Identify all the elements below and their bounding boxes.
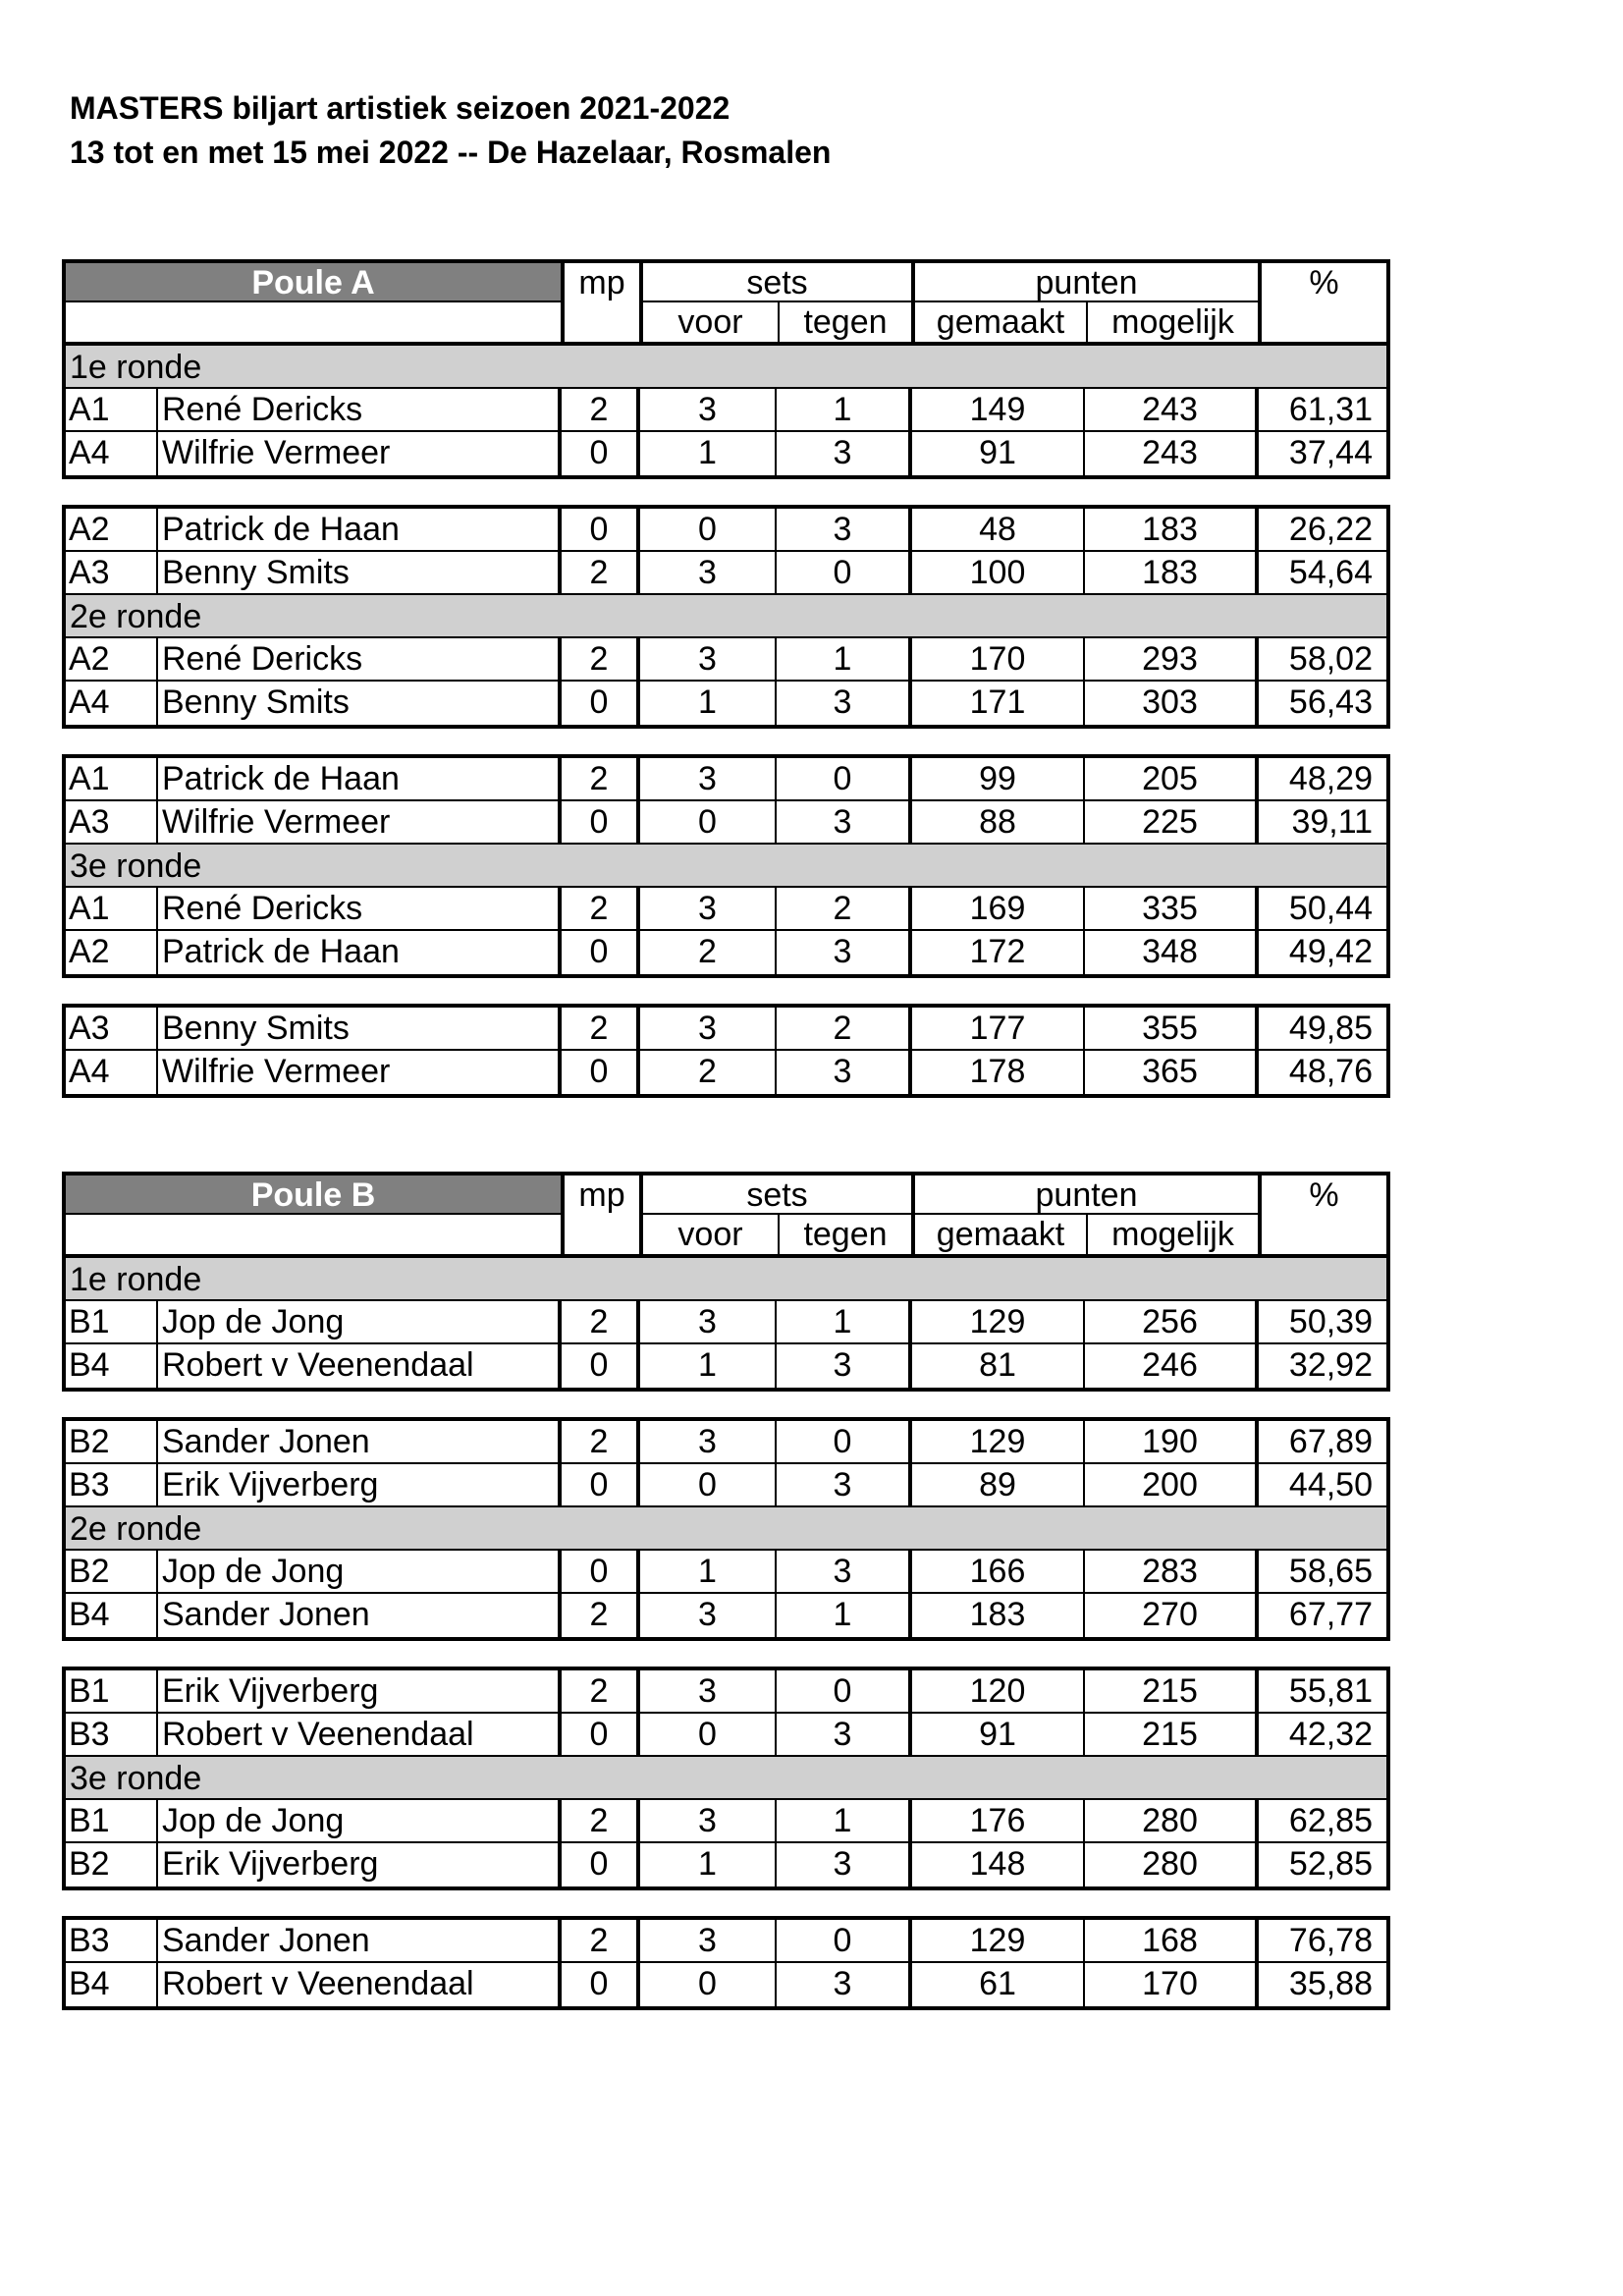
header-gemaakt: gemaakt — [915, 1215, 1088, 1254]
punten-mogelijk: 256 — [1085, 1301, 1259, 1342]
table-row — [66, 1843, 1386, 1886]
match-points: 2 — [562, 389, 640, 430]
player-name: Patrick de Haan — [158, 509, 562, 550]
player-name: Wilfrie Vermeer — [158, 801, 562, 843]
table-row — [66, 1301, 1386, 1344]
header-blank — [66, 302, 565, 342]
table-row — [66, 1963, 1386, 2006]
punten-gemaakt: 171 — [912, 682, 1085, 725]
player-name: René Dericks — [158, 638, 562, 680]
punten-gemaakt: 148 — [912, 1843, 1085, 1886]
spacer — [62, 1641, 1390, 1667]
table-row — [66, 1008, 1386, 1051]
player-name: Robert v Veenendaal — [158, 1714, 562, 1755]
percentage: 62,85 — [1288, 1802, 1373, 1839]
punten-mogelijk: 200 — [1085, 1464, 1259, 1505]
header-mp: mp — [565, 263, 643, 342]
punten-mogelijk: 243 — [1085, 389, 1259, 430]
percentage: 49,85 — [1288, 1010, 1373, 1047]
player-name: Wilfrie Vermeer — [158, 432, 562, 475]
sets-tegen: 3 — [777, 1464, 912, 1505]
punten-mogelijk: 270 — [1085, 1594, 1259, 1637]
player-name: Erik Vijverberg — [158, 1843, 562, 1886]
spacer — [62, 1890, 1390, 1916]
document-title: MASTERS biljart artistiek seizoen 2021-2022 — [70, 90, 730, 126]
document-subtitle: 13 tot en met 15 mei 2022 -- De Hazelaar, Rosmalen — [70, 135, 832, 170]
punten-mogelijk: 183 — [1085, 509, 1259, 550]
player-id: A3 — [66, 801, 158, 843]
percentage: 56,43 — [1288, 683, 1373, 721]
percentage: 37,44 — [1288, 434, 1373, 471]
round-label: 3e ronde — [66, 1757, 1386, 1800]
sets-tegen: 3 — [777, 1551, 912, 1592]
header-sets: sets — [643, 263, 915, 302]
header-mogelijk: mogelijk — [1088, 1215, 1262, 1254]
sets-voor: 0 — [640, 509, 777, 550]
header-percent: % — [1309, 1176, 1339, 1214]
percentage: 67,89 — [1288, 1423, 1373, 1460]
header-tegen: tegen — [780, 1215, 915, 1254]
table-row — [66, 801, 1386, 845]
player-name: René Dericks — [158, 888, 562, 929]
player-id: B4 — [66, 1963, 158, 2006]
punten-mogelijk: 170 — [1085, 1963, 1259, 2006]
punten-gemaakt: 81 — [912, 1344, 1085, 1388]
player-name: Wilfrie Vermeer — [158, 1051, 562, 1094]
table-row — [66, 638, 1386, 682]
round-label: 2e ronde — [66, 1507, 1386, 1551]
table-row — [66, 432, 1386, 475]
spacer — [62, 729, 1390, 754]
player-id: B4 — [66, 1594, 158, 1637]
player-name: Jop de Jong — [158, 1301, 562, 1342]
percentage: 48,29 — [1288, 760, 1373, 797]
punten-mogelijk: 215 — [1085, 1670, 1259, 1712]
punten-gemaakt: 169 — [912, 888, 1085, 929]
match-points: 2 — [562, 1594, 640, 1637]
sets-voor: 1 — [640, 1344, 777, 1388]
punten-mogelijk: 283 — [1085, 1551, 1259, 1592]
punten-mogelijk: 190 — [1085, 1421, 1259, 1462]
sets-voor: 3 — [640, 1920, 777, 1961]
player-name: Benny Smits — [158, 1008, 562, 1049]
match-points: 0 — [562, 1963, 640, 2006]
player-id: B3 — [66, 1714, 158, 1755]
percentage: 76,78 — [1288, 1922, 1373, 1959]
punten-gemaakt: 48 — [912, 509, 1085, 550]
player-id: B2 — [66, 1421, 158, 1462]
player-id: A2 — [66, 638, 158, 680]
punten-mogelijk: 205 — [1085, 758, 1259, 799]
sets-tegen: 2 — [777, 1008, 912, 1049]
sets-voor: 3 — [640, 1594, 777, 1637]
player-name: Jop de Jong — [158, 1800, 562, 1841]
sets-voor: 0 — [640, 1963, 777, 2006]
sets-tegen: 1 — [777, 1800, 912, 1841]
sets-voor: 0 — [640, 801, 777, 843]
header-mp: mp — [565, 1175, 643, 1254]
sets-voor: 1 — [640, 1843, 777, 1886]
player-id: B3 — [66, 1920, 158, 1961]
table-row — [66, 931, 1386, 974]
player-name: Patrick de Haan — [158, 931, 562, 974]
sets-voor: 3 — [640, 1670, 777, 1712]
percentage: 35,88 — [1288, 1965, 1373, 2002]
sets-tegen: 3 — [777, 931, 912, 974]
header-blank — [66, 1215, 565, 1254]
match-points: 2 — [562, 1920, 640, 1961]
poule-name: Poule A — [66, 263, 565, 302]
player-id: A4 — [66, 682, 158, 725]
table-row — [66, 1344, 1386, 1388]
match-group — [62, 346, 1390, 479]
table-row — [66, 389, 1386, 432]
player-name: Benny Smits — [158, 682, 562, 725]
percentage: 54,64 — [1288, 554, 1373, 591]
header-percent: % — [1309, 264, 1339, 301]
sets-tegen: 3 — [777, 1843, 912, 1886]
header-voor: voor — [643, 1215, 780, 1254]
percentage: 44,50 — [1288, 1466, 1373, 1503]
punten-mogelijk: 355 — [1085, 1008, 1259, 1049]
match-group — [62, 1757, 1390, 1890]
round-label: 1e ronde — [66, 1258, 1386, 1301]
player-name: Jop de Jong — [158, 1551, 562, 1592]
sets-tegen: 0 — [777, 552, 912, 593]
table-row — [66, 758, 1386, 801]
punten-mogelijk: 293 — [1085, 638, 1259, 680]
header-punten: punten — [915, 1175, 1262, 1215]
sets-tegen: 1 — [777, 1301, 912, 1342]
table-row — [66, 1920, 1386, 1963]
sets-voor: 3 — [640, 552, 777, 593]
sets-voor: 1 — [640, 682, 777, 725]
sets-voor: 3 — [640, 1301, 777, 1342]
player-id: B1 — [66, 1301, 158, 1342]
poule-name: Poule B — [66, 1175, 565, 1215]
sets-tegen: 3 — [777, 509, 912, 550]
punten-gemaakt: 88 — [912, 801, 1085, 843]
punten-mogelijk: 348 — [1085, 931, 1259, 974]
punten-gemaakt: 166 — [912, 1551, 1085, 1592]
punten-mogelijk: 365 — [1085, 1051, 1259, 1094]
match-points: 0 — [562, 432, 640, 475]
header-voor: voor — [643, 302, 780, 342]
player-id: A1 — [66, 888, 158, 929]
punten-mogelijk: 168 — [1085, 1920, 1259, 1961]
sets-tegen: 3 — [777, 1714, 912, 1755]
match-points: 0 — [562, 1464, 640, 1505]
spacer — [62, 978, 1390, 1004]
sets-tegen: 1 — [777, 638, 912, 680]
player-name: Robert v Veenendaal — [158, 1344, 562, 1388]
sets-tegen: 3 — [777, 1963, 912, 2006]
player-name: Erik Vijverberg — [158, 1464, 562, 1505]
player-id: A3 — [66, 552, 158, 593]
sets-voor: 3 — [640, 389, 777, 430]
header-sets: sets — [643, 1175, 915, 1215]
punten-gemaakt: 129 — [912, 1301, 1085, 1342]
percentage: 52,85 — [1288, 1845, 1373, 1883]
punten-gemaakt: 91 — [912, 1714, 1085, 1755]
sets-voor: 2 — [640, 931, 777, 974]
punten-mogelijk: 280 — [1085, 1800, 1259, 1841]
sets-tegen: 0 — [777, 758, 912, 799]
punten-mogelijk: 303 — [1085, 682, 1259, 725]
match-points: 2 — [562, 552, 640, 593]
player-id: A2 — [66, 509, 158, 550]
percentage: 67,77 — [1288, 1596, 1373, 1633]
match-group — [62, 1916, 1390, 2010]
match-points: 0 — [562, 1344, 640, 1388]
round-label: 1e ronde — [66, 346, 1386, 389]
player-id: A3 — [66, 1008, 158, 1049]
match-points: 0 — [562, 682, 640, 725]
table-row — [66, 1421, 1386, 1464]
player-id: B1 — [66, 1800, 158, 1841]
table-header — [62, 1172, 1390, 1258]
round-label: 3e ronde — [66, 845, 1386, 888]
match-group — [62, 1258, 1390, 1392]
header-mogelijk: mogelijk — [1088, 302, 1262, 342]
table-row — [66, 1800, 1386, 1843]
player-id: A1 — [66, 389, 158, 430]
punten-gemaakt: 176 — [912, 1800, 1085, 1841]
percentage: 58,02 — [1288, 640, 1373, 678]
player-id: B2 — [66, 1843, 158, 1886]
punten-mogelijk: 246 — [1085, 1344, 1259, 1388]
sets-tegen: 0 — [777, 1421, 912, 1462]
player-id: A1 — [66, 758, 158, 799]
sets-voor: 3 — [640, 758, 777, 799]
percentage: 42,32 — [1288, 1716, 1373, 1753]
match-group — [62, 754, 1390, 845]
match-group — [62, 845, 1390, 978]
player-id: B3 — [66, 1464, 158, 1505]
match-points: 0 — [562, 1843, 640, 1886]
player-name: Patrick de Haan — [158, 758, 562, 799]
match-points: 0 — [562, 931, 640, 974]
punten-mogelijk: 280 — [1085, 1843, 1259, 1886]
punten-gemaakt: 149 — [912, 389, 1085, 430]
match-points: 0 — [562, 1051, 640, 1094]
punten-gemaakt: 89 — [912, 1464, 1085, 1505]
percentage: 50,39 — [1288, 1303, 1373, 1340]
match-group — [62, 595, 1390, 729]
player-name: Erik Vijverberg — [158, 1670, 562, 1712]
sets-tegen: 3 — [777, 801, 912, 843]
punten-gemaakt: 170 — [912, 638, 1085, 680]
table-row — [66, 682, 1386, 725]
sets-voor: 3 — [640, 888, 777, 929]
player-name: Sander Jonen — [158, 1920, 562, 1961]
punten-mogelijk: 183 — [1085, 552, 1259, 593]
match-points: 2 — [562, 638, 640, 680]
percentage: 26,22 — [1288, 511, 1373, 548]
sets-tegen: 0 — [777, 1920, 912, 1961]
match-points: 0 — [562, 509, 640, 550]
percentage: 55,81 — [1288, 1672, 1373, 1710]
punten-mogelijk: 243 — [1085, 432, 1259, 475]
player-name: René Dericks — [158, 389, 562, 430]
match-group — [62, 1667, 1390, 1757]
table-row — [66, 509, 1386, 552]
match-points: 0 — [562, 801, 640, 843]
sets-voor: 3 — [640, 1008, 777, 1049]
match-points: 2 — [562, 1670, 640, 1712]
match-group — [62, 1417, 1390, 1507]
header-gemaakt: gemaakt — [915, 302, 1088, 342]
percentage: 50,44 — [1288, 890, 1373, 927]
player-name: Benny Smits — [158, 552, 562, 593]
poule-a-table — [62, 259, 1390, 1098]
percentage: 49,42 — [1288, 933, 1373, 970]
spacer — [62, 479, 1390, 505]
punten-gemaakt: 183 — [912, 1594, 1085, 1637]
sets-tegen: 3 — [777, 682, 912, 725]
sets-tegen: 3 — [777, 1344, 912, 1388]
match-points: 0 — [562, 1714, 640, 1755]
header-punten: punten — [915, 263, 1262, 302]
sets-voor: 1 — [640, 1551, 777, 1592]
sets-tegen: 2 — [777, 888, 912, 929]
punten-gemaakt: 129 — [912, 1421, 1085, 1462]
player-id: A4 — [66, 432, 158, 475]
percentage: 61,31 — [1288, 391, 1373, 428]
player-name: Robert v Veenendaal — [158, 1963, 562, 2006]
punten-gemaakt: 100 — [912, 552, 1085, 593]
punten-gemaakt: 99 — [912, 758, 1085, 799]
punten-gemaakt: 91 — [912, 432, 1085, 475]
match-points: 2 — [562, 1301, 640, 1342]
player-id: B4 — [66, 1344, 158, 1388]
sets-voor: 3 — [640, 638, 777, 680]
punten-gemaakt: 178 — [912, 1051, 1085, 1094]
sets-tegen: 3 — [777, 1051, 912, 1094]
match-group — [62, 1507, 1390, 1641]
table-row — [66, 1551, 1386, 1594]
punten-gemaakt: 177 — [912, 1008, 1085, 1049]
match-group — [62, 505, 1390, 595]
spacer — [62, 1392, 1390, 1417]
sets-voor: 3 — [640, 1800, 777, 1841]
sets-tegen: 3 — [777, 432, 912, 475]
table-row — [66, 552, 1386, 595]
match-points: 0 — [562, 1551, 640, 1592]
punten-gemaakt: 129 — [912, 1920, 1085, 1961]
match-points: 2 — [562, 1008, 640, 1049]
punten-mogelijk: 225 — [1085, 801, 1259, 843]
match-group — [62, 1004, 1390, 1098]
table-header — [62, 259, 1390, 346]
table-row — [66, 1594, 1386, 1637]
sets-voor: 2 — [640, 1051, 777, 1094]
table-row — [66, 1714, 1386, 1757]
header-tegen: tegen — [780, 302, 915, 342]
match-points: 2 — [562, 888, 640, 929]
match-points: 2 — [562, 758, 640, 799]
punten-mogelijk: 335 — [1085, 888, 1259, 929]
player-id: B1 — [66, 1670, 158, 1712]
punten-gemaakt: 61 — [912, 1963, 1085, 2006]
sets-voor: 1 — [640, 432, 777, 475]
player-name: Sander Jonen — [158, 1594, 562, 1637]
percentage: 32,92 — [1288, 1346, 1373, 1384]
sets-voor: 3 — [640, 1421, 777, 1462]
player-id: B2 — [66, 1551, 158, 1592]
punten-gemaakt: 172 — [912, 931, 1085, 974]
table-row — [66, 888, 1386, 931]
percentage: 48,76 — [1288, 1053, 1373, 1090]
poule-b-table — [62, 1172, 1390, 2010]
table-row — [66, 1051, 1386, 1094]
match-points: 2 — [562, 1800, 640, 1841]
player-id: A4 — [66, 1051, 158, 1094]
sets-tegen: 1 — [777, 389, 912, 430]
player-id: A2 — [66, 931, 158, 974]
match-points: 2 — [562, 1421, 640, 1462]
percentage: 39,11 — [1291, 803, 1373, 841]
player-name: Sander Jonen — [158, 1421, 562, 1462]
sets-tegen: 1 — [777, 1594, 912, 1637]
sets-voor: 0 — [640, 1464, 777, 1505]
table-row — [66, 1670, 1386, 1714]
percentage: 58,65 — [1288, 1553, 1373, 1590]
punten-gemaakt: 120 — [912, 1670, 1085, 1712]
sets-voor: 0 — [640, 1714, 777, 1755]
round-label: 2e ronde — [66, 595, 1386, 638]
sets-tegen: 0 — [777, 1670, 912, 1712]
table-row — [66, 1464, 1386, 1507]
punten-mogelijk: 215 — [1085, 1714, 1259, 1755]
